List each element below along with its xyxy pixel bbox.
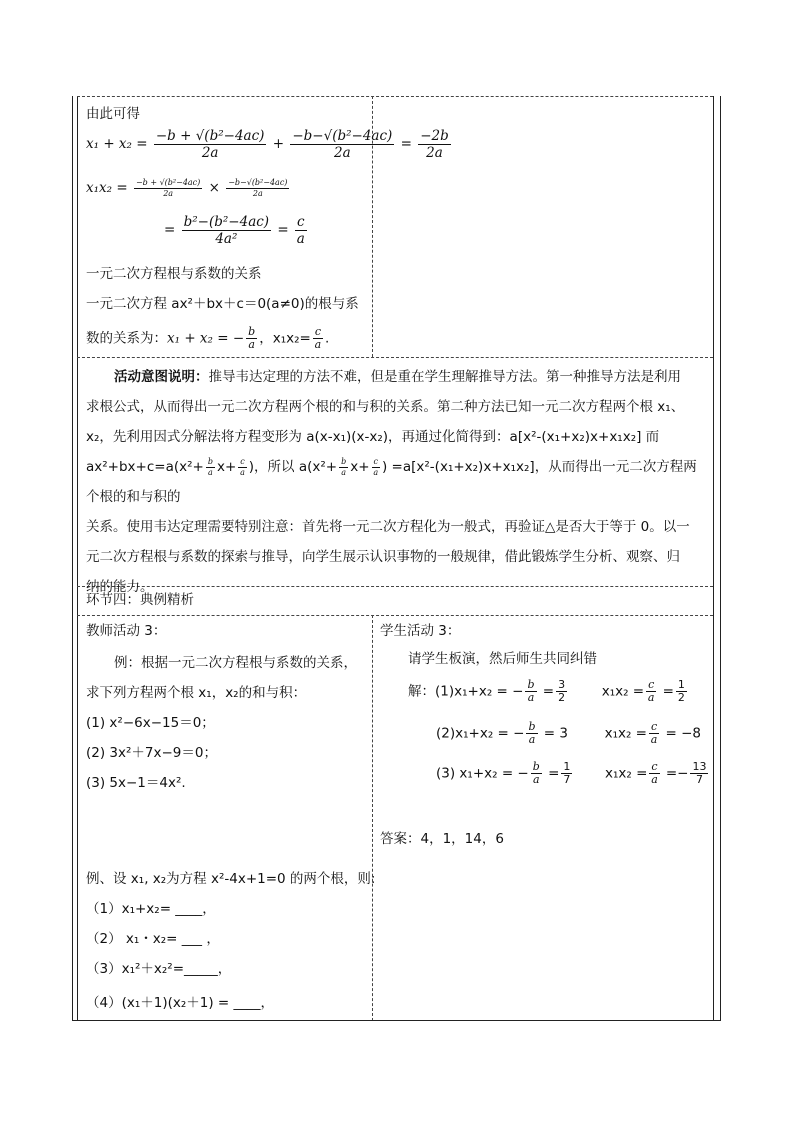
- solution-3: (3) x₁+x₂ = − $\frac{b}{a}$ = $\frac{1}{7}$ x₁x₂ = $\frac{c}{a}$ =− $\frac{13}{7}$: [436, 760, 707, 786]
- question-4: （4）(x₁＋1)(x₂＋1) = ____，: [86, 995, 275, 1011]
- example-3: (3) 5x−1＝4x².: [86, 775, 186, 791]
- question-3: （3）x₁²＋x₂²=_____，: [86, 961, 232, 977]
- example-2: (2) 3x²＋7x−9＝0；: [86, 745, 217, 761]
- activity-intent: 活动意图说明：推导韦达定理的方法不难，但是重在学生理解推导方法。第一种推导方法是利用 求根公式，从而得出一元二次方程两个根的和与积的关系。第二种方法已知一元二次方程两个根 x₁、 x₂，先利用因式分解法将方程变形为 a(x-x₁)(x-x₂)，再通过化简得到：a[x²-(x₁+x₂)x+x₁x₂] 而 ax²+bx+c=a(x²+ $\frac{b}{a}$ x+ $\frac{c}{a}$ )，所以 a(x²+ $\frac{b}{a}$ x+ $\frac{c}{a}$ ) =a[x²-(x₁+x₂)x+x₁x₂]，从而得出一元二次方程两个根的和与积的 关系。使用韦达定理需要特别注意：首先将一元二次方程化为一般式，再验证△是否大于等于 0。以一 元二次方程根与系数的探索与推导，向学生展示认识事物的一般规律，借此锻炼学生分析、观察、归 纳的能力。: [86, 362, 708, 602]
- example-intro-2: 求下列方程两个根 x₁，x₂的和与积：: [86, 685, 307, 701]
- student-intro: 请学生板演，然后师生共同纠错: [408, 651, 597, 667]
- answer: 答案：4，1，14，6: [380, 831, 504, 847]
- intent-label: 活动意图说明：: [114, 369, 209, 385]
- column-divider: [372, 615, 373, 1021]
- row-divider: [77, 615, 713, 616]
- example-1: (1) x²−6x−15＝0；: [86, 715, 215, 731]
- intent-formula-line: ax²+bx+c=a(x²+ $\frac{b}{a}$ x+ $\frac{c}{a}$ )，所以 a(x²+ $\frac{b}{a}$ x+ $\frac{c}{a}$ ) =a[x²-(x₁+x₂)x+x₁x₂]，从而得出一元二次方程两个根的和与积的: [86, 456, 697, 505]
- solution-2: (2)x₁+x₂ = − $\frac{b}{a}$ = 3 x₁x₂ = $\frac{c}{a}$ = −8: [436, 720, 701, 746]
- question-2: （2） x₁・x₂= ___ ，: [86, 931, 220, 947]
- example-intro-1: 例：根据一元二次方程根与系数的关系，: [114, 655, 357, 671]
- example-b-intro: 例、设 x₁, x₂为方程 x²-4x+1=0 的两个根，则:: [86, 871, 376, 887]
- sum-formula: x₁ + x₂ = $\frac{\text{−b + √(b²−4ac)}}{2a}$ + $\frac{\text{−b−√(b²−4ac)}}{2a}$ = $\frac{-2b}{2a}$: [86, 128, 449, 161]
- relation-heading: 一元二次方程根与系数的关系: [86, 266, 262, 282]
- table-border-right-inner: [713, 96, 714, 1021]
- row-divider: [77, 96, 713, 97]
- teacher-title: 教师活动 3：: [86, 623, 167, 639]
- product-formula: x₁x₂ = $\frac{\text{−b + √(b²−4ac)}}{2a}$ × $\frac{\text{−b−√(b²−4ac)}}{2a}$: [86, 178, 288, 198]
- question-1: （1）x₁+x₂= ____，: [86, 901, 216, 917]
- row-divider: [77, 357, 713, 358]
- relation-line-1: 一元二次方程 ax²＋bx＋c＝0(a≠0)的根与系: [86, 296, 359, 312]
- table-border-left: [72, 96, 73, 1021]
- solution-1: 解：(1)x₁+x₂ = − $\frac{b}{a}$ = $\frac{3}{2}$ x₁x₂ = $\frac{c}{a}$ = $\frac{1}{2}$: [408, 678, 685, 704]
- derivation-cell: [86, 104, 449, 354]
- student-title: 学生活动 3：: [380, 623, 461, 639]
- lesson-plan-table: [72, 96, 721, 1021]
- product-simplified: = $\frac{\text{b²−(b²−4ac)}}{\text{4a²}}$ = $\frac{c}{a}$: [164, 214, 305, 247]
- relation-line-2: 数的关系为：x₁ + x₂ = − $\frac{b}{a}$ ，x₁x₂= $\frac{c}{a}$ .: [86, 325, 330, 351]
- table-border-right-outer: [720, 96, 721, 1021]
- table-border-inner-left: [77, 96, 78, 1021]
- section-title: 环节四：典例精析: [86, 592, 194, 608]
- derivation-intro: 由此可得: [86, 106, 140, 122]
- table-border-bottom: [72, 1020, 721, 1021]
